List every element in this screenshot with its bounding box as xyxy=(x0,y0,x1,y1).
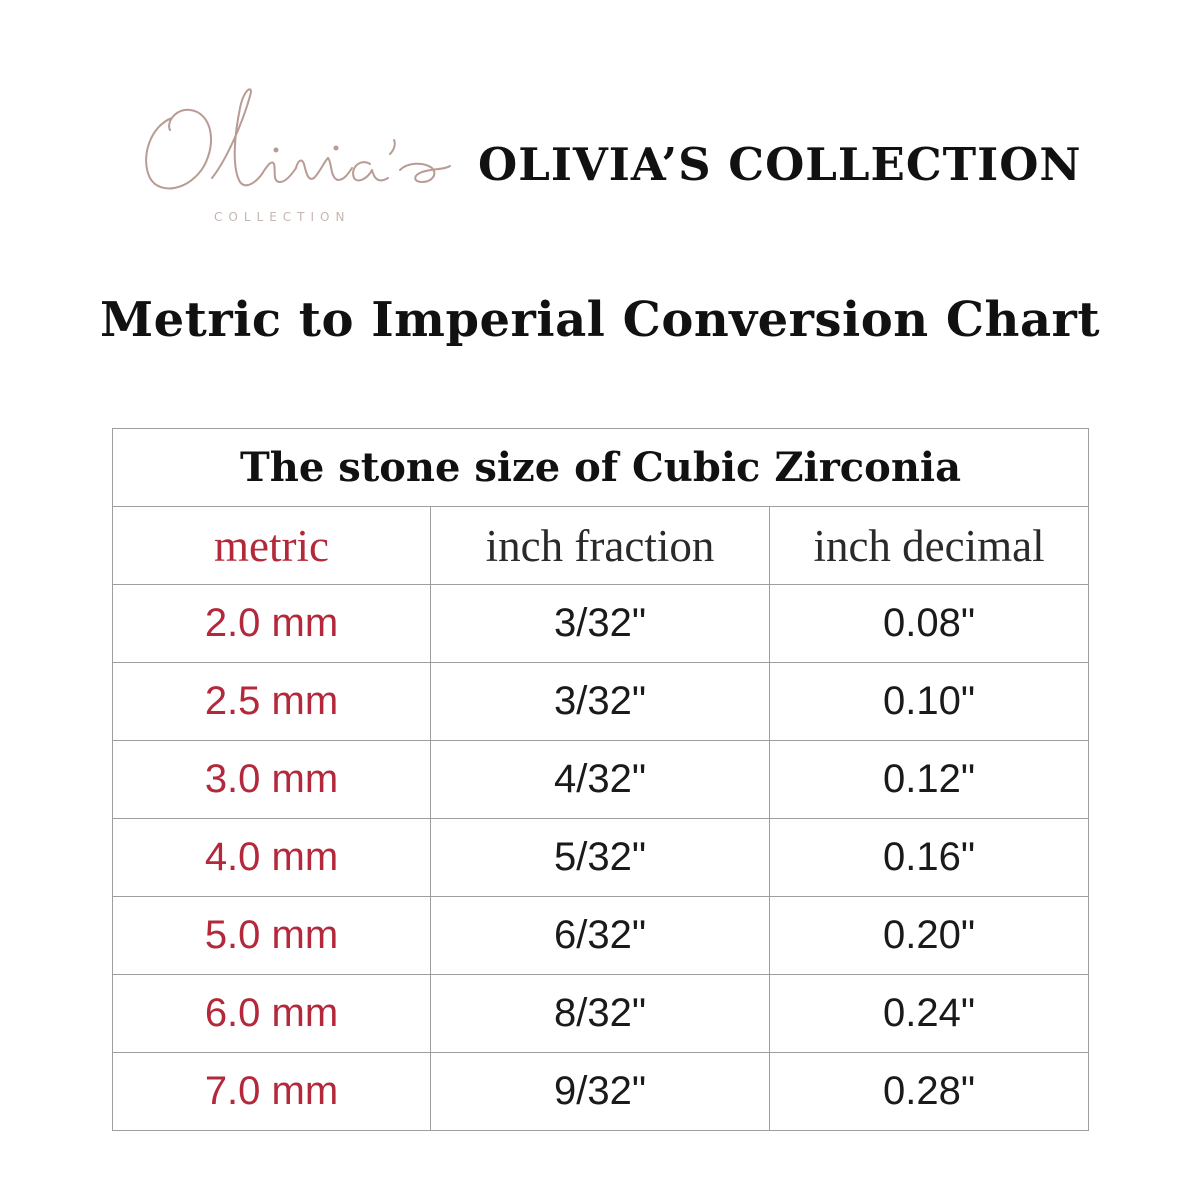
cell-inch-decimal: 0.16" xyxy=(770,819,1089,897)
cell-metric: 4.0 mm xyxy=(113,819,431,897)
page-title: Metric to Imperial Conversion Chart xyxy=(100,292,1100,348)
cell-inch-fraction: 8/32" xyxy=(431,975,770,1053)
conversion-table xyxy=(112,428,1089,1131)
cell-inch-decimal: 0.10" xyxy=(770,663,1089,741)
header xyxy=(0,0,1200,250)
cell-inch-decimal: 0.12" xyxy=(770,741,1089,819)
cell-inch-fraction: 3/32" xyxy=(431,585,770,663)
cell-metric: 6.0 mm xyxy=(113,975,431,1053)
brand-title: OLIVIA’S COLLECTION xyxy=(478,138,1082,191)
logo-subtitle: COLLECTION xyxy=(214,210,351,224)
cell-inch-fraction: 9/32" xyxy=(431,1053,770,1131)
cell-metric: 2.0 mm xyxy=(113,585,431,663)
cell-inch-decimal: 0.24" xyxy=(770,975,1089,1053)
column-header-inch-fraction: inch fraction xyxy=(431,507,770,585)
table-caption-row xyxy=(113,429,1089,507)
column-header-inch-decimal: inch decimal xyxy=(770,507,1089,585)
cell-inch-decimal: 0.28" xyxy=(770,1053,1089,1131)
cell-inch-fraction: 3/32" xyxy=(431,663,770,741)
table-row xyxy=(113,1053,1089,1131)
table-row xyxy=(113,897,1089,975)
brand-logo xyxy=(132,78,462,238)
table-header-row xyxy=(113,507,1089,585)
column-header-metric: metric xyxy=(113,507,431,585)
table-caption: The stone size of Cubic Zirconia xyxy=(113,429,1089,507)
table-row xyxy=(113,663,1089,741)
table-row xyxy=(113,741,1089,819)
cell-metric: 3.0 mm xyxy=(113,741,431,819)
cell-metric: 2.5 mm xyxy=(113,663,431,741)
table-row xyxy=(113,585,1089,663)
cell-inch-decimal: 0.20" xyxy=(770,897,1089,975)
table-row xyxy=(113,819,1089,897)
table-row xyxy=(113,975,1089,1053)
cell-metric: 5.0 mm xyxy=(113,897,431,975)
cell-inch-fraction: 5/32" xyxy=(431,819,770,897)
cell-inch-fraction: 4/32" xyxy=(431,741,770,819)
cell-inch-fraction: 6/32" xyxy=(431,897,770,975)
cell-metric: 7.0 mm xyxy=(113,1053,431,1131)
cell-inch-decimal: 0.08" xyxy=(770,585,1089,663)
